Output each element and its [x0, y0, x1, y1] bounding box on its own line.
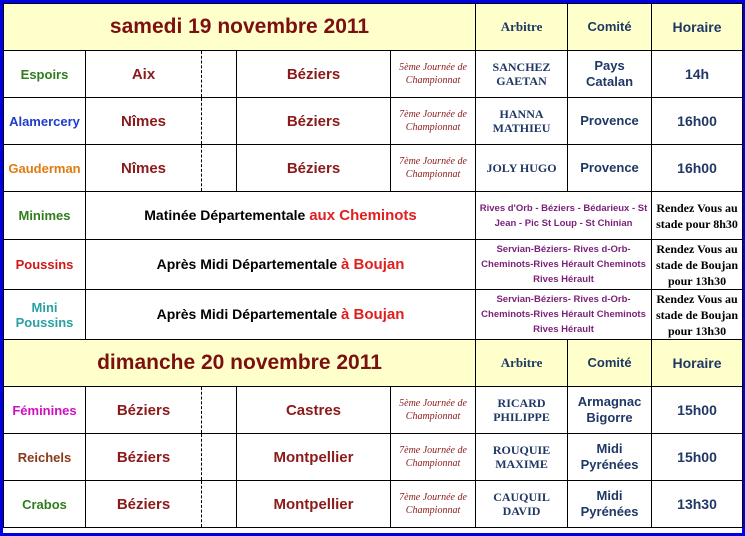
away-team: Béziers [237, 145, 391, 192]
event-row [4, 192, 743, 240]
kickoff-time: 14h [652, 51, 743, 98]
table-row [4, 145, 743, 192]
home-team: Béziers [86, 434, 202, 481]
away-team: Montpellier [237, 434, 391, 481]
referee-name [476, 481, 568, 528]
schedule-sheet [3, 3, 742, 533]
home-team: Nîmes [86, 145, 202, 192]
header-arbitre: Arbitre [476, 4, 568, 51]
referee-name [476, 51, 568, 98]
separator-cell [202, 481, 237, 528]
event-meeting: Rendez Vous au stade de Boujan pour 13h30 [652, 290, 743, 340]
event-clubs: Servian-Béziers- Rives d-Orb- Cheminots-Rives Hérault Cheminots Rives Hérault [476, 290, 652, 340]
committee-name: Pays Catalan [568, 51, 652, 98]
referee-name: JOLY HUGO [476, 145, 568, 192]
event-meeting: Rendez Vous au stade de Boujan pour 13h30 [652, 240, 743, 290]
separator-cell [202, 434, 237, 481]
table-row [4, 481, 743, 528]
kickoff-time: 13h30 [652, 481, 743, 528]
away-team: Castres [237, 387, 391, 434]
home-team: Nîmes [86, 98, 202, 145]
journee-label: 7ème Journée de Championnat [391, 481, 476, 528]
kickoff-time: 15h00 [652, 434, 743, 481]
committee-name [568, 481, 652, 528]
referee-line-1: HANNA [499, 107, 544, 121]
event-row [4, 290, 743, 340]
header-horaire: Horaire [652, 340, 743, 387]
header-comite: Comité [568, 4, 652, 51]
home-team: Béziers [86, 481, 202, 528]
event-row [4, 240, 743, 290]
referee-line-1: SANCHEZ [492, 60, 551, 74]
referee-line-1: CAUQUIL [493, 490, 550, 504]
committee-name [568, 387, 652, 434]
header-arbitre: Arbitre [476, 340, 568, 387]
event-place: à Boujan [341, 306, 405, 323]
away-team: Béziers [237, 51, 391, 98]
event-place: à Boujan [341, 256, 405, 273]
event-title [86, 240, 476, 290]
category-label: Crabos [4, 481, 86, 528]
category-label: Minimes [4, 192, 86, 240]
header-comite: Comité [568, 340, 652, 387]
table-row [4, 51, 743, 98]
category-label: Reichels [4, 434, 86, 481]
referee-line-1: RICARD [497, 396, 546, 410]
away-team: Béziers [237, 98, 391, 145]
day-title: samedi 19 novembre 2011 [4, 4, 476, 51]
day-title: dimanche 20 novembre 2011 [4, 340, 476, 387]
committee-line-2: Bigorre [586, 410, 633, 425]
journee-label: 5ème Journée de Championnat [391, 387, 476, 434]
committee-line-2: Pyrénées [580, 504, 639, 519]
event-clubs: Rives d'Orb - Béziers - Bédarieux - St Jean - Pic St Loup - St Chinian [476, 192, 652, 240]
table-row [4, 434, 743, 481]
event-label: Matinée Départementale [144, 207, 310, 223]
referee-line-2: MATHIEU [492, 121, 551, 135]
referee-name [476, 434, 568, 481]
committee-name: Provence [568, 145, 652, 192]
referee-line-2: DAVID [502, 504, 541, 518]
journee-label: 7ème Journée de Championnat [391, 145, 476, 192]
kickoff-time: 16h00 [652, 145, 743, 192]
separator-cell [202, 98, 237, 145]
header-horaire: Horaire [652, 4, 743, 51]
category-label: Espoirs [4, 51, 86, 98]
separator-cell [202, 387, 237, 434]
home-team: Aix [86, 51, 202, 98]
schedule-table [3, 3, 743, 528]
day-header-saturday [4, 4, 743, 51]
committee-line-1: Midi [596, 441, 623, 456]
event-title [86, 290, 476, 340]
away-team: Montpellier [237, 481, 391, 528]
category-line-1: Mini [31, 299, 58, 315]
category-label [4, 290, 86, 340]
table-row [4, 387, 743, 434]
kickoff-time: 16h00 [652, 98, 743, 145]
category-label: Poussins [4, 240, 86, 290]
referee-line-2: PHILIPPE [493, 410, 550, 424]
committee-line-1: Armagnac [577, 394, 642, 409]
category-label: Gauderman [4, 145, 86, 192]
event-label: Après Midi Départementale [156, 256, 342, 272]
table-row [4, 98, 743, 145]
kickoff-time: 15h00 [652, 387, 743, 434]
day-header-sunday [4, 340, 743, 387]
event-title [86, 192, 476, 240]
journee-label: 7ème Journée de Championnat [391, 434, 476, 481]
referee-name [476, 98, 568, 145]
separator-cell [202, 51, 237, 98]
committee-line-1: Midi [596, 488, 623, 503]
referee-line-2: MAXIME [495, 457, 548, 471]
committee-name: Provence [568, 98, 652, 145]
committee-line-2: Pyrénées [580, 457, 639, 472]
journee-label: 5ème Journée de Championnat [391, 51, 476, 98]
referee-name [476, 387, 568, 434]
event-label: Après Midi Départementale [156, 306, 342, 322]
journee-label: 7ème Journée de Championnat [391, 98, 476, 145]
category-line-2: Poussins [15, 314, 74, 330]
event-place: aux Cheminots [309, 207, 417, 224]
category-label: Féminines [4, 387, 86, 434]
home-team: Béziers [86, 387, 202, 434]
event-meeting: Rendez Vous au stade pour 8h30 [652, 192, 743, 240]
separator-cell [202, 145, 237, 192]
category-label: Alamercery [4, 98, 86, 145]
committee-name [568, 434, 652, 481]
event-clubs: Servian-Béziers- Rives d-Orb- Cheminots-Rives Hérault Cheminots Rives Hérault [476, 240, 652, 290]
referee-line-2: GAETAN [496, 74, 547, 88]
referee-line-1: ROUQUIE [492, 443, 551, 457]
